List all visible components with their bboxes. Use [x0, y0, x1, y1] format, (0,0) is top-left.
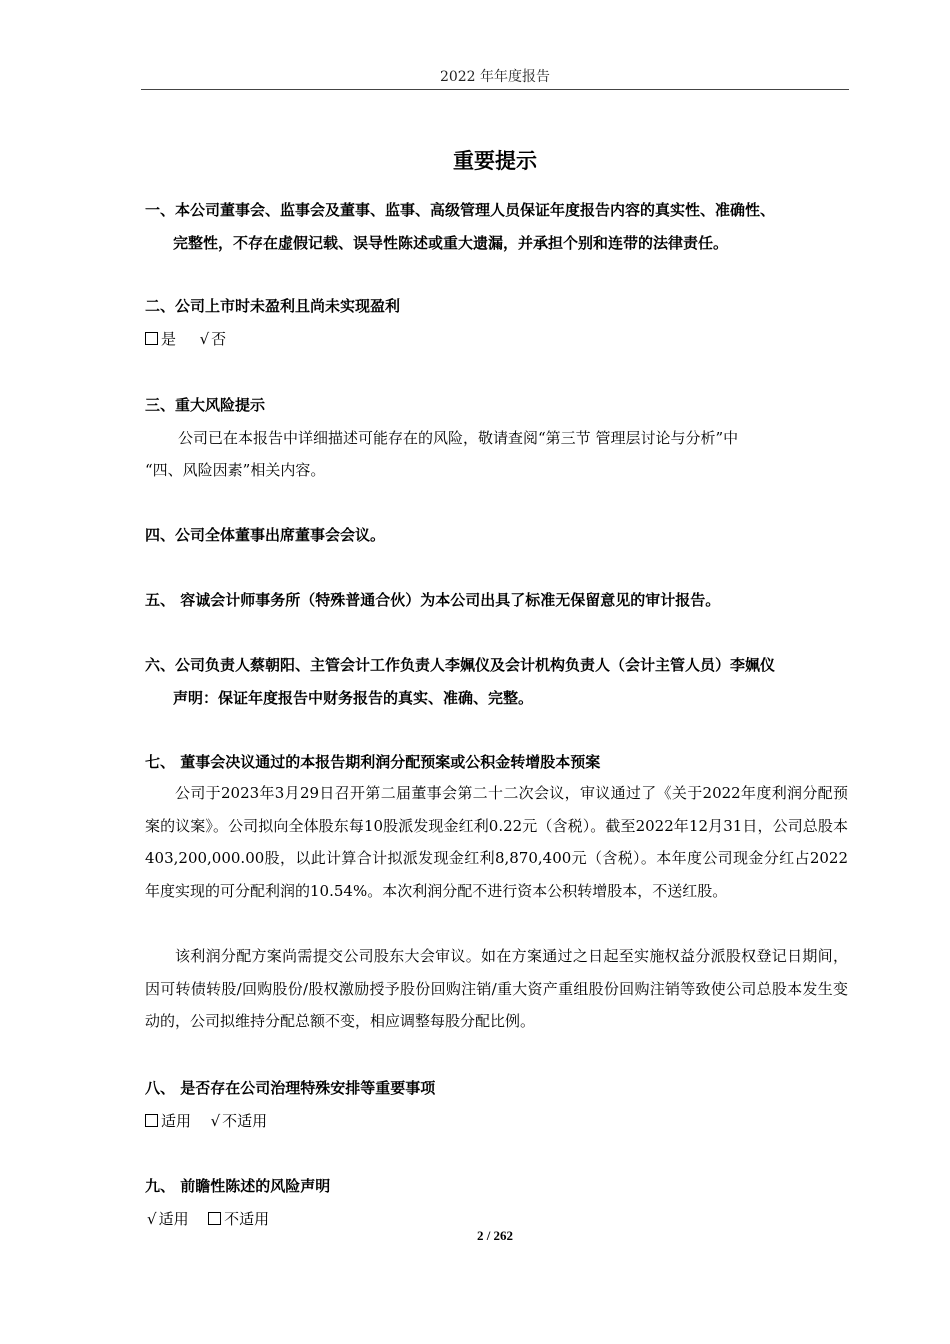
section-3-line-2: “四、风险因素”相关内容。 [145, 461, 326, 479]
section-1-line-2: 完整性，不存在虚假记载、误导性陈述或重大遗漏，并承担个别和连带的法律责任。 [173, 234, 729, 252]
section-6-line-1: 六、公司负责人蔡朝阳、主管会计工作负责人李姵仪及会计机构负责人（会计主管人员）李姵仪 [145, 656, 776, 674]
section-5-heading: 五、 容诚会计师事务所（特殊普通合伙）为本公司出具了标准无保留意见的审计报告。 [145, 591, 721, 609]
section-7-heading: 七、 董事会决议通过的本报告期利润分配预案或公积金转增股本预案 [145, 753, 601, 771]
option-applicable-label: 适用 [161, 1112, 192, 1130]
checkmark-icon: √ [147, 1210, 157, 1228]
section-8-options [145, 1110, 267, 1131]
section-8-heading: 八、 是否存在公司治理特殊安排等重要事项 [145, 1079, 436, 1097]
section-9-heading: 九、 前瞻性陈述的风险声明 [145, 1177, 331, 1195]
section-3-line-1: 公司已在本报告中详细描述可能存在的风险，敬请查阅“第三节 管理层讨论与分析”中 [178, 429, 739, 447]
section-2-heading: 二、公司上市时未盈利且尚未实现盈利 [145, 297, 401, 315]
option-not-applicable-label: 不适用 [224, 1210, 270, 1228]
option-not-applicable-label: 不适用 [222, 1112, 268, 1130]
option-applicable-label: 适用 [158, 1210, 189, 1228]
checkbox-unchecked-icon [208, 1212, 221, 1225]
checkbox-unchecked-icon [145, 332, 158, 345]
header-divider [141, 89, 849, 90]
option-yes-label: 是 [161, 330, 177, 348]
page-header: 2022 年年度报告 [439, 69, 551, 85]
section-2-options [145, 328, 226, 349]
section-1-line-1: 一、本公司董事会、监事会及董事、监事、高级管理人员保证年度报告内容的真实性、准确性、 [145, 201, 776, 219]
page-number: 2 / 262 [476, 1228, 514, 1243]
section-9-options [147, 1208, 269, 1229]
section-6-line-2: 声明：保证年度报告中财务报告的真实、准确、完整。 [173, 689, 534, 707]
option-no-label: 否 [211, 330, 227, 348]
checkmark-icon: √ [210, 1112, 221, 1130]
checkbox-unchecked-icon [145, 1114, 158, 1127]
checkmark-icon: √ [199, 330, 210, 348]
section-4-heading: 四、公司全体董事出席董事会会议。 [145, 526, 386, 544]
section-7-paragraph-2: 该利润分配方案尚需提交公司股东大会审议。如在方案通过之日起至实施权益分派股权登记日期间，因可转债转股/回购股份/股权激励授予股份回购注销/重大资产重组股份回购注销等致使公司总股本发生变动的，公司拟维持分配总额不变，相应调整每股分配比例。 [145, 947, 848, 1030]
page-title: 重要提示 [453, 149, 537, 173]
section-3-heading: 三、重大风险提示 [145, 396, 266, 414]
section-7-paragraph-1: 公司于2023年3月29日召开第二届董事会第二十二次会议，审议通过了《关于2022年度利润分配预案的议案》。公司拟向全体股东每10股派发现金红利0.22元（含税）。截至2022年12月31日，公司总股本403,200,000.00股，以此计算合计拟派发现金红利8,870,400元（含税）。本年度公司现金分红占2022年度实现的可分配利润的10.54%。本次利润分配不进行资本公积转增股本，不送红股。 [145, 784, 848, 900]
